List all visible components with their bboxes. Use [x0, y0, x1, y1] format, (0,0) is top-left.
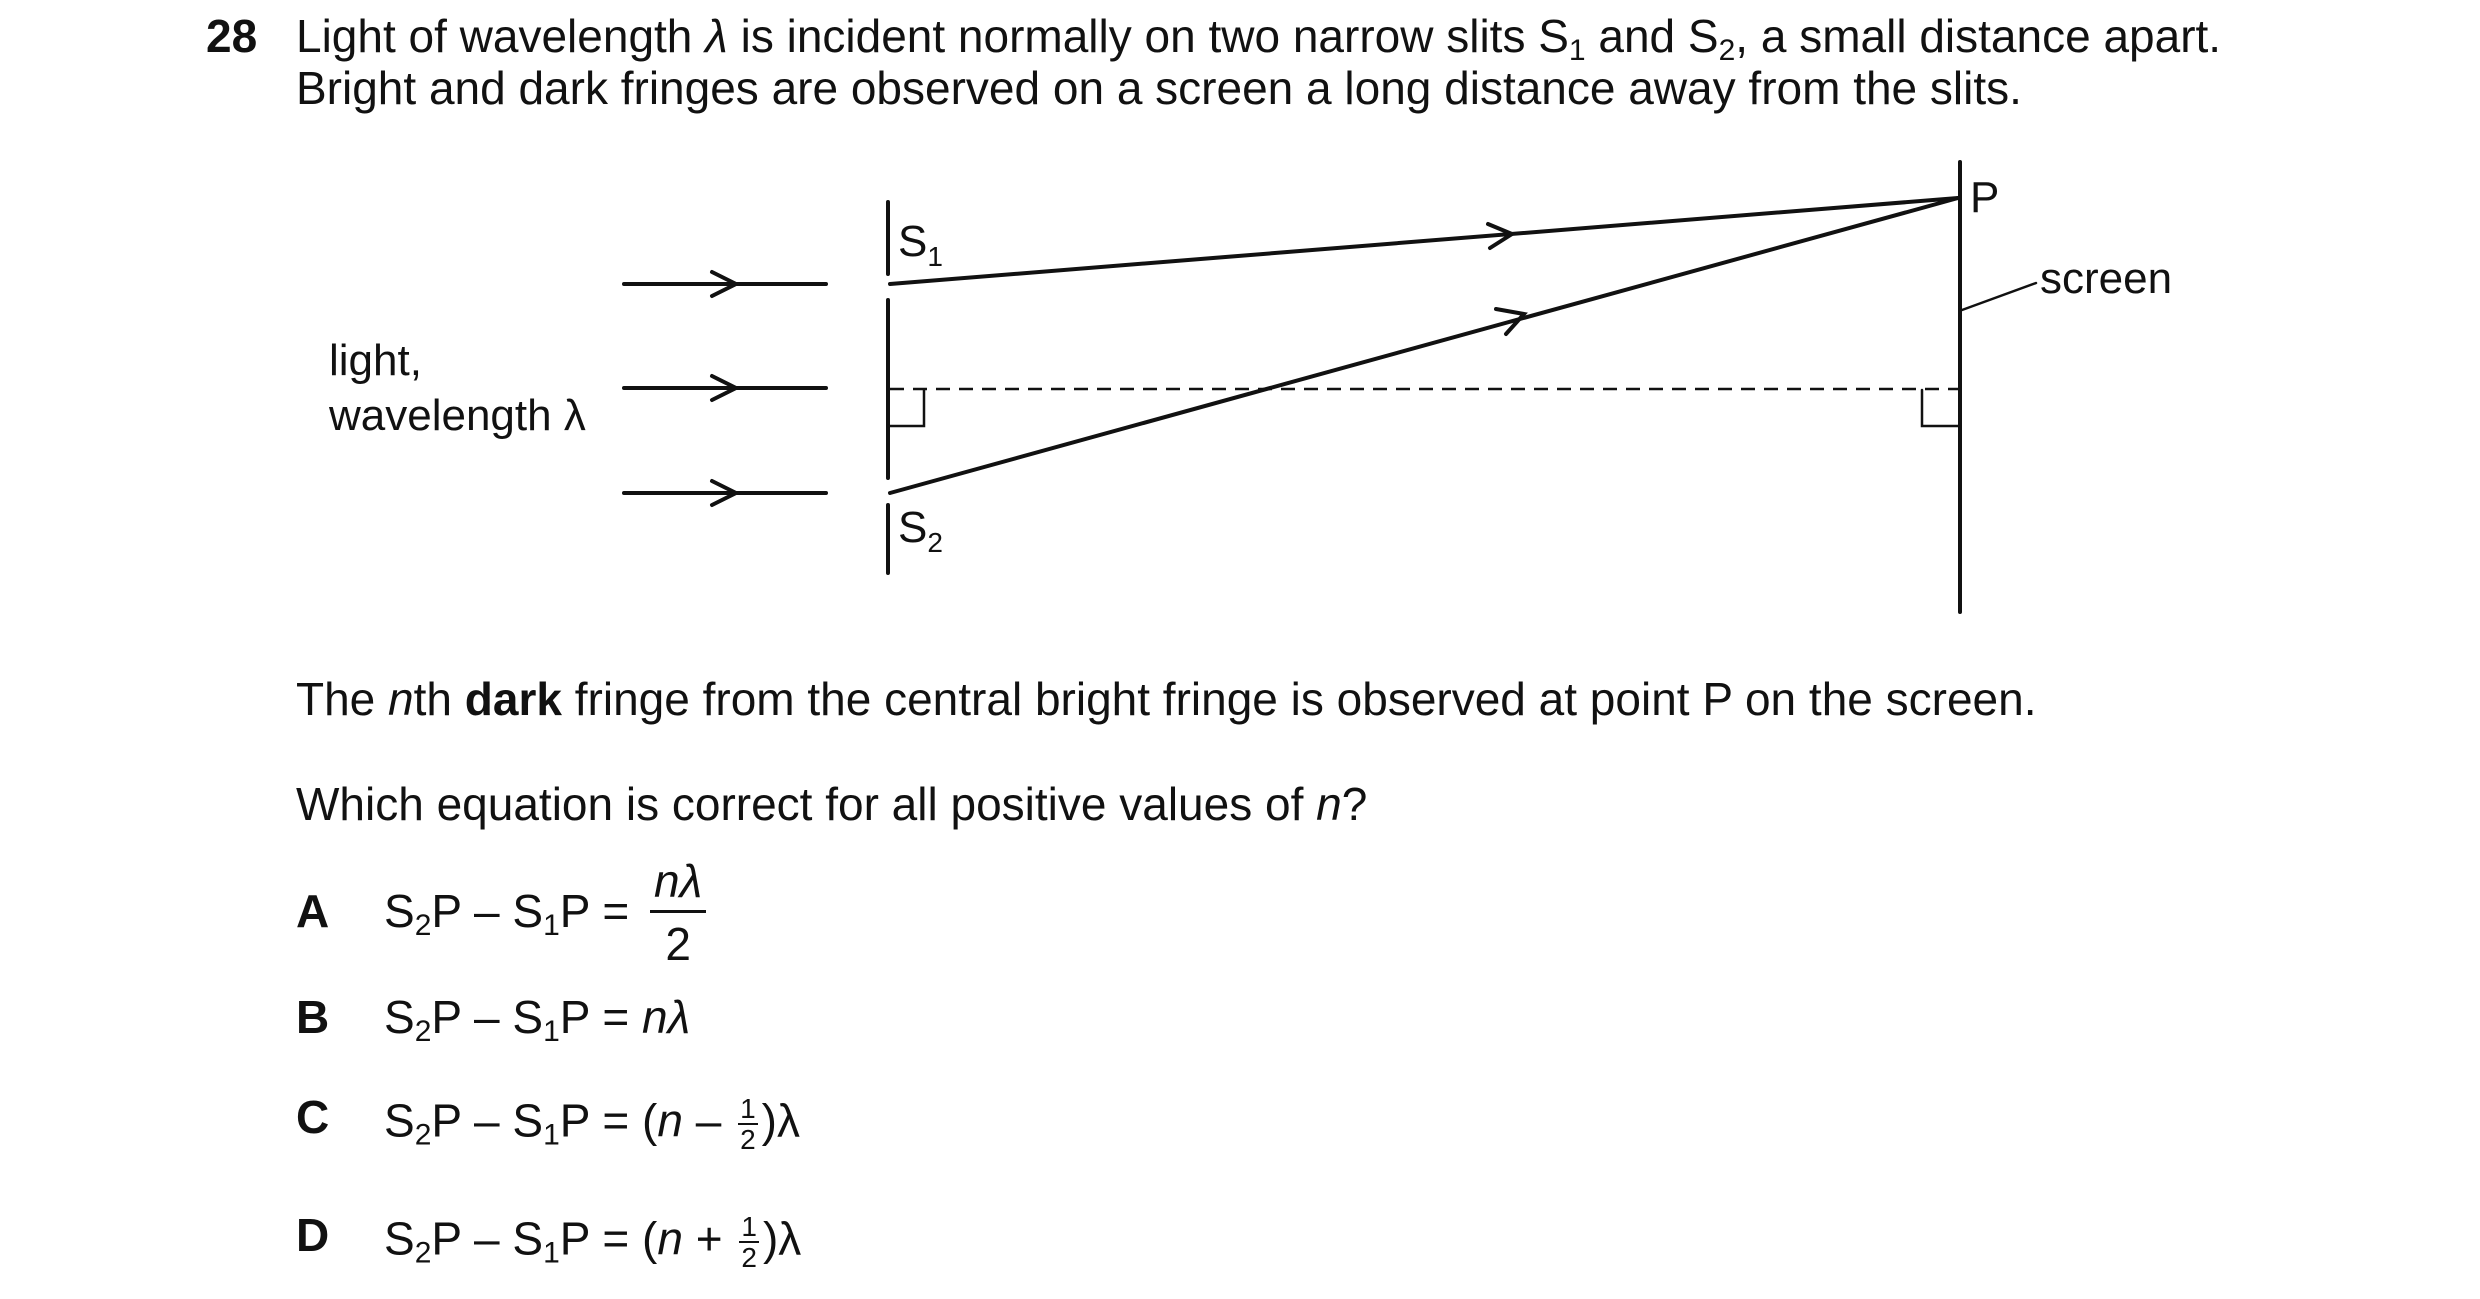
label-s1: [898, 217, 943, 272]
statement-n: n: [388, 673, 414, 725]
question-intro-line-2: Bright and dark fringes are observed on a screen a long distance away from the slits.: [296, 62, 2022, 114]
label-s1-letter: S: [898, 217, 928, 266]
intro-text-b: is incident normally on two narrow slits S: [727, 10, 1569, 62]
label-point-p: P: [1970, 173, 2000, 222]
label-light: light,: [329, 336, 422, 385]
label-screen: screen: [2040, 254, 2173, 303]
label-s2-letter: S: [898, 503, 928, 552]
subscript-1: 1: [1568, 34, 1586, 67]
option-b-mid: P – S: [431, 991, 544, 1043]
option-c-letter[interactable]: C: [296, 1091, 330, 1143]
option-a-letter[interactable]: A: [296, 885, 330, 937]
subscript-2: 2: [1718, 34, 1736, 67]
option-d-s: S: [384, 1212, 415, 1265]
option-d-n: n: [657, 1212, 683, 1265]
right-angle-marker-screen: [1922, 390, 1958, 426]
statement-text-b: th: [413, 673, 465, 725]
option-c-sub2: 2: [414, 1118, 432, 1152]
statement-dark-bold: dark: [464, 673, 562, 725]
option-a-mid: P – S: [431, 885, 544, 937]
option-a-fraction-denominator: 2: [665, 918, 691, 970]
option-a-equals: P =: [559, 885, 630, 937]
intro-text-c: and S: [1585, 10, 1719, 62]
option-b-s: S: [384, 991, 415, 1043]
option-d-plus: +: [682, 1212, 736, 1265]
option-d-half: [739, 1212, 759, 1273]
statement-text-a: The: [296, 673, 389, 725]
question-number: 28: [206, 10, 258, 62]
option-d-letter[interactable]: D: [296, 1209, 330, 1261]
label-s2: [898, 503, 943, 558]
prompt-n: n: [1316, 778, 1342, 830]
option-d-half-denominator: 2: [741, 1242, 757, 1274]
option-b-lambda: λ: [667, 991, 691, 1043]
option-c-half-numerator: 1: [740, 1093, 756, 1124]
option-b-equation[interactable]: [384, 991, 691, 1048]
option-d-sub2: 2: [414, 1236, 432, 1270]
screen-leader-line: [1962, 283, 2036, 310]
right-angle-marker-slits: [888, 390, 924, 426]
intro-text-a: Light of wavelength: [296, 10, 706, 62]
option-a-sub2: 2: [414, 909, 432, 942]
option-c-lambda: )λ: [761, 1094, 800, 1147]
option-b-n: n: [642, 991, 668, 1043]
option-a-sub1: 1: [543, 909, 560, 942]
option-d-half-numerator: 1: [741, 1211, 757, 1242]
option-c-half-denominator: 2: [740, 1124, 756, 1156]
intro-text-d: , a small distance apart.: [1735, 10, 2222, 62]
label-s1-subscript: 1: [927, 241, 943, 272]
prompt-text-a: Which equation is correct for all positive values of: [296, 778, 1317, 830]
option-b-sub1: 1: [543, 1015, 560, 1048]
label-wavelength: wavelength λ: [329, 391, 586, 440]
option-d-lambda: )λ: [762, 1212, 802, 1265]
option-c-sub1: 1: [543, 1118, 560, 1152]
option-d-equation[interactable]: [384, 1212, 801, 1273]
statement-text-c: fringe from the central bright fringe is observed at point P on the screen.: [561, 673, 2037, 725]
label-s2-subscript: 2: [927, 527, 943, 558]
lambda-symbol: λ: [705, 10, 728, 62]
prompt-text-b: ?: [1341, 778, 1368, 830]
option-c-minus: –: [682, 1094, 735, 1147]
option-d-sub1: 1: [543, 1236, 560, 1270]
option-c-equals: P = (: [559, 1094, 658, 1147]
option-b-letter[interactable]: B: [296, 991, 330, 1043]
option-c-mid: P – S: [431, 1094, 544, 1147]
option-a-fraction: [650, 855, 706, 970]
option-c-s: S: [384, 1094, 415, 1147]
option-d-equals: P = (: [559, 1212, 658, 1265]
option-c-n: n: [657, 1094, 683, 1147]
option-a-fraction-numerator: nλ: [650, 858, 706, 913]
option-c-equation[interactable]: [384, 1094, 800, 1155]
question-statement: [296, 673, 2037, 725]
option-b-equals: P =: [559, 991, 643, 1043]
option-a-equation[interactable]: [384, 885, 630, 942]
question-prompt: [296, 778, 1368, 830]
option-b-sub2: 2: [414, 1015, 432, 1048]
option-c-half: [738, 1094, 758, 1155]
option-d-mid: P – S: [431, 1212, 544, 1265]
option-a-s: S: [384, 885, 415, 937]
